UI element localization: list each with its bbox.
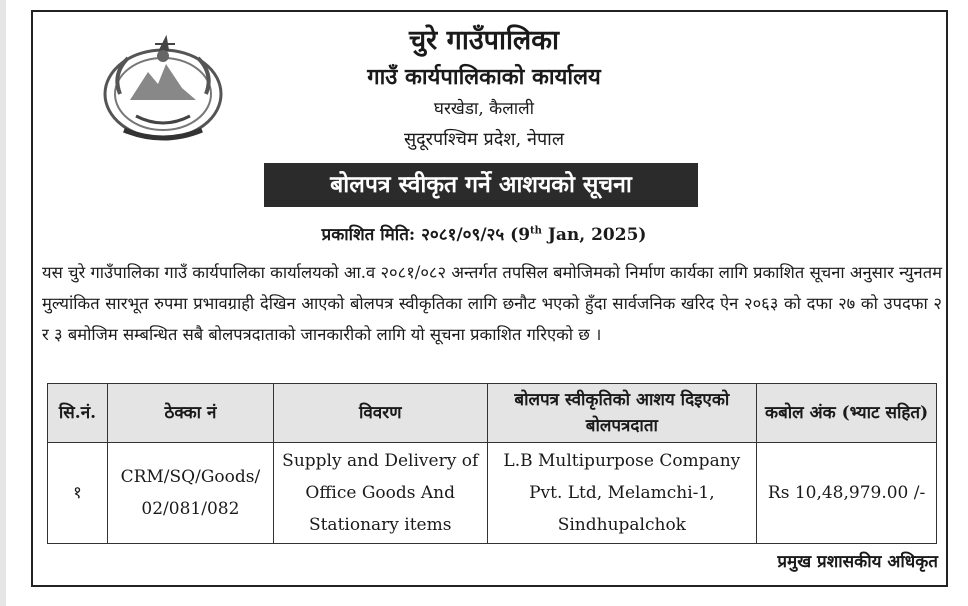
office-location: घरखेडा, कैलाली: [433, 99, 535, 119]
col-contract-header: ठेक्का नं: [107, 384, 273, 443]
province-country: सुदूरपश्चिम प्रदेश, नेपाल: [403, 129, 565, 150]
published-date-en-rest: Jan, 2025): [547, 225, 647, 245]
published-date-en-day: (9: [510, 225, 531, 245]
notice-body: यस चुरे गाउँपालिका गाउँ कार्यपालिका कार्यालयको आ.व २०८१/०८२ अन्तर्गत तपसिल बमोजिमको निर्माण कार्यका लागि प्रकाशित सूचना अनुसार न्युनतम मुल्यांकित सारभूत रुपमा प्रभावग्राही देखिन आएको बोलपत्र स्वीकृतिका लागि छनौट भएको हुँदा सार्वजनिक खरिद ऐन २०६३ को दफा २७ को उपदफा २ र ३ बमोजिम सम्बन्धित सबै बोलपत्रदाताको जानकारीको लागि यो सूचना प्रकाशित गरिएको छ ।: [42, 263, 942, 344]
col-bidder-header: बोलपत्र स्वीकृतिको आशय दिइएको बोलपत्रदाता: [487, 384, 757, 443]
cell-sn: १: [48, 443, 108, 544]
col-sn-header: सि.नं.: [48, 384, 108, 443]
published-date-np: २०८१/०९/२५: [421, 225, 505, 245]
col-amount-header: कबोल अंक (भ्याट सहित): [757, 384, 937, 443]
bid-table: [47, 383, 937, 544]
cell-description: Supply and Delivery of Office Goods And Stationary items: [273, 443, 487, 544]
cell-bidder: L.B Multipurpose Company Pvt. Ltd, Melamchi-1, Sindhupalchok: [487, 443, 757, 544]
published-date: [0, 222, 968, 245]
published-label: प्रकाशित मिति:: [321, 225, 416, 245]
notice-title: बोलपत्र स्वीकृत गर्ने आशयको सूचना: [264, 163, 698, 207]
cell-contract-no: CRM/SQ/Goods/ 02/081/082: [107, 443, 273, 544]
col-description-header: विवरण: [273, 384, 487, 443]
table-row: [48, 443, 937, 544]
cell-amount: Rs 10,48,979.00 /-: [757, 443, 937, 544]
table-header-row: [48, 384, 937, 443]
published-date-en-sup: th: [530, 225, 542, 237]
municipality-name: चुरे गाउँपालिका: [409, 25, 559, 56]
office-name: गाउँ कार्यपालिकाको कार्यालय: [367, 64, 601, 90]
signatory-title: प्रमुख प्रशासकीय अधिकृत: [777, 552, 938, 572]
